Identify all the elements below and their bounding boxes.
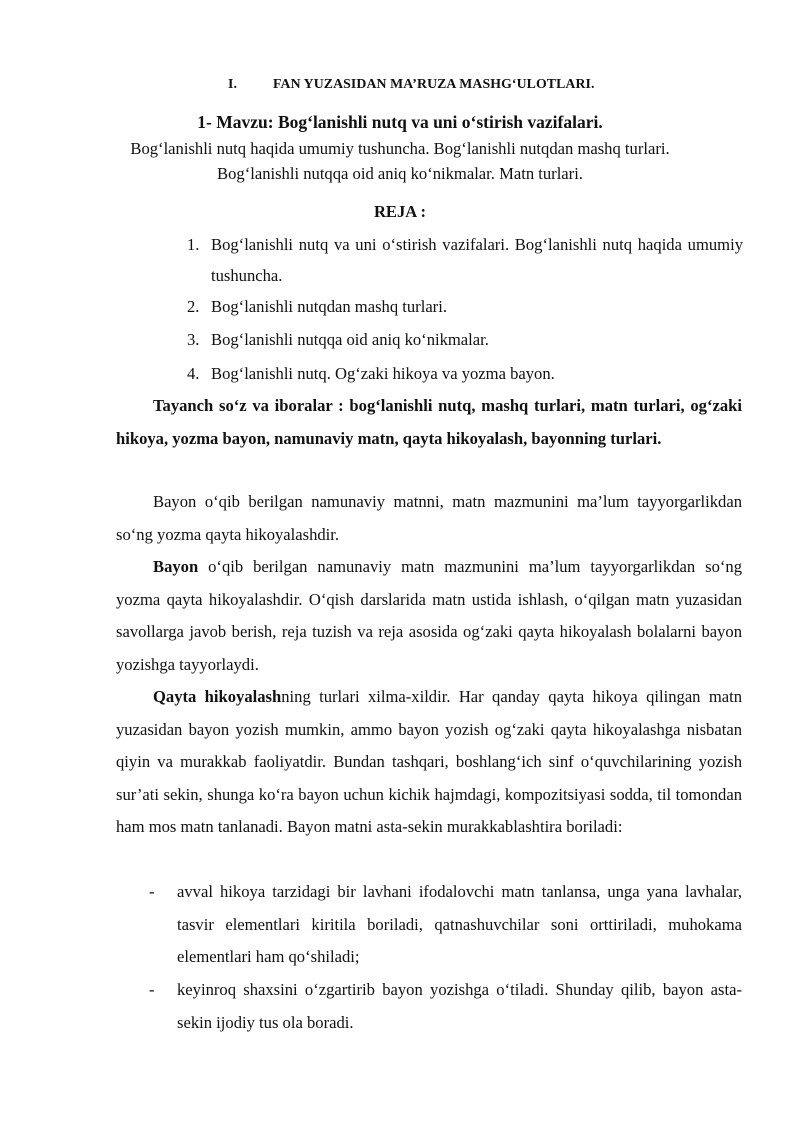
plan-item-number: 3. (187, 330, 200, 349)
plan-item (187, 324, 743, 355)
plan-item-text: Bog‘lanishli nutq. Og‘zaki hikoya va yozma bayon. (211, 364, 555, 383)
plan-item-number: 1. (187, 235, 200, 254)
plan-item (187, 229, 743, 291)
plan-item-text: Bog‘lanishli nutqqa oid aniq ko‘nikmalar. (211, 330, 489, 349)
list-item-marker: - (149, 882, 155, 901)
topic-title: 1- Mavzu: Bog‘lanishli nutq va uni o‘stirish vazifalari. (197, 112, 603, 132)
paragraph-3-text: ning turlari xilma-xildir. Har qanday qayta hikoya qilingan matn yuzasidan bayon yozish mumkin, ammo bayon yozish og‘zaki qayta hikoyalashga nisbatan qiyin va murakkab faoliyatdir. Bundan tashqari, boshlang‘ich sinf o‘quvchilarining yozish sur’ati sekin, shunga ko‘ra bayon uchun kichik hajmdagi, kompozitsiyasi sodda, til tomondan ham mos matn tanlanadi. Bayon matni asta-sekin murakkablashtira boriladi: (116, 687, 743, 836)
plan-item (187, 291, 743, 322)
list-item-text: avval hikoya tarzidagi bir lavhani ifodalovchi matn tanlansa, unga yana lavhalar, tasvir elementlari kiritila boriladi, qatnashuvchilar soni orttiriladi, muhokama elementlari ham qo‘shiladi; (177, 882, 742, 966)
section-title: FAN YUZASIDAN MA’RUZA MASHG‘ULOTLARI. (273, 76, 595, 91)
plan-item (187, 358, 743, 389)
paragraph-2 (116, 551, 742, 681)
term-bayon: Bayon (153, 557, 199, 576)
term-qayta-hikoyalash: Qayta hikoyalash (153, 687, 282, 706)
list-item (149, 974, 742, 1039)
topic-subtitle-line1: Bog‘lanishli nutq haqida umumiy tushuncha. Bog‘lanishli nutqdan mashq turlari. (130, 139, 670, 158)
plan-item-number: 4. (187, 364, 200, 383)
paragraph-2-text: o‘qib berilgan namunaviy matn mazmunini ma’lum tayyorgarlikdan so‘ng yozma qayta hikoyalashdir. O‘qish darslarida matn ustida ishlash, o‘qilgan matn yuzasidan savollarga javob berish, reja tuzish va reja asosida og‘zaki qayta hikoyalash bolalarni bayon yozishga tayyorlaydi. (116, 557, 742, 674)
paragraph-1: Bayon o‘qib berilgan namunaviy matnni, matn mazmunini ma’lum tayyorgarlikdan so‘ng yozma qayta hikoyalashdir. (116, 492, 742, 544)
section-number: I. (228, 76, 238, 91)
plan-item-text: Bog‘lanishli nutqdan mashq turlari. (211, 297, 447, 316)
plan-item-text: Bog‘lanishli nutq va uni o‘stirish vazifalari. Bog‘lanishli nutq haqida umumiy tushuncha. (211, 235, 743, 285)
plan-item-number: 2. (187, 297, 200, 316)
plan-heading: REJA : (373, 202, 427, 221)
list-item-marker: - (149, 980, 155, 999)
topic-subtitle-line2: Bog‘lanishli nutqqa oid aniq ko‘nikmalar. Matn turlari. (217, 164, 583, 183)
list-item-text: keyinroq shaxsini o‘zgartirib bayon yozishga o‘tiladi. Shunday qilib, bayon asta-sekin ijodiy tus ola boradi. (177, 980, 742, 1032)
list-item (149, 876, 742, 974)
keywords-paragraph: Tayanch so‘z va iboralar : bog‘lanishli nutq, mashq turlari, matn turlari, og‘zaki hikoya, yozma bayon, namunaviy matn, qayta hikoyalash, bayonning turlari. (116, 396, 742, 448)
paragraph-3 (116, 681, 742, 844)
